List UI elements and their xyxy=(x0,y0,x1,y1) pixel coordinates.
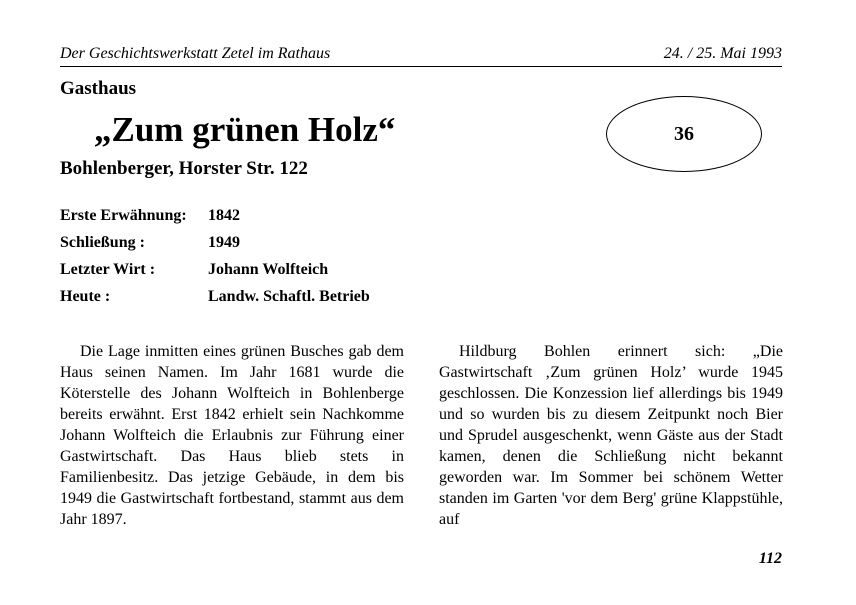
fact-value: 1842 xyxy=(208,207,240,224)
facts-list xyxy=(60,206,460,314)
fact-value: Johann Wolfteich xyxy=(208,261,329,278)
fact-value: 1949 xyxy=(208,234,240,251)
page-title: „Zum grünen Holz“ xyxy=(94,110,396,149)
fact-row xyxy=(60,287,460,314)
badge-number: 36 xyxy=(674,122,694,145)
fact-row xyxy=(60,206,460,233)
header-left: Der Geschichtswerkstatt Zetel im Rathaus xyxy=(60,45,331,62)
body-column-left: Die Lage inmitten eines grünen Busches gab dem Haus seinen Namen. Im Jahr 1681 wurde die Köterstelle des Johann Wolfteich in Bohlenberge bereits erwähnt. Erst 1842 erhielt sein Nachkomme Johann Wolfteich die Erlaubnis zur Führung einer Gastwirtschaft. Das Haus blieb stets in Familienbesitz. Das jetzige Gebäude, in dem bis 1949 die Gastwirtschaft fortbestand, stammt aus dem Jahr 1897. xyxy=(60,343,404,528)
fact-row xyxy=(60,260,460,287)
fact-value: Landw. Schaftl. Betrieb xyxy=(208,288,370,305)
page-number: 112 xyxy=(758,550,782,567)
fact-label: Letzter Wirt : xyxy=(60,261,156,278)
fact-label: Heute : xyxy=(60,288,111,305)
fact-label: Erste Erwähnung: xyxy=(60,207,187,224)
number-badge xyxy=(606,96,762,172)
header-right: 24. / 25. Mai 1993 xyxy=(663,45,782,62)
fact-row xyxy=(60,233,460,260)
kicker: Gasthaus xyxy=(60,78,137,99)
fact-label: Schließung : xyxy=(60,234,145,251)
running-header xyxy=(60,44,782,67)
body-column-right: Hildburg Bohlen erinnert sich: „Die Gastwirtschaft ‚Zum grünen Holz’ wurde 1945 geschlossen. Die Konzession lief allerdings bis 1949 und so wurden bis zu diesem Zeitpunkt noch Bier und Sprudel ausgeschenkt, wenn Gäste aus der Stadt kamen, denen die Schließung nicht bekannt geworden war. Im Sommer bei schönem Wetter standen im Garten 'vor dem Berg' grüne Klappstühle, auf xyxy=(439,343,783,528)
address: Bohlenberger, Horster Str. 122 xyxy=(60,158,308,179)
